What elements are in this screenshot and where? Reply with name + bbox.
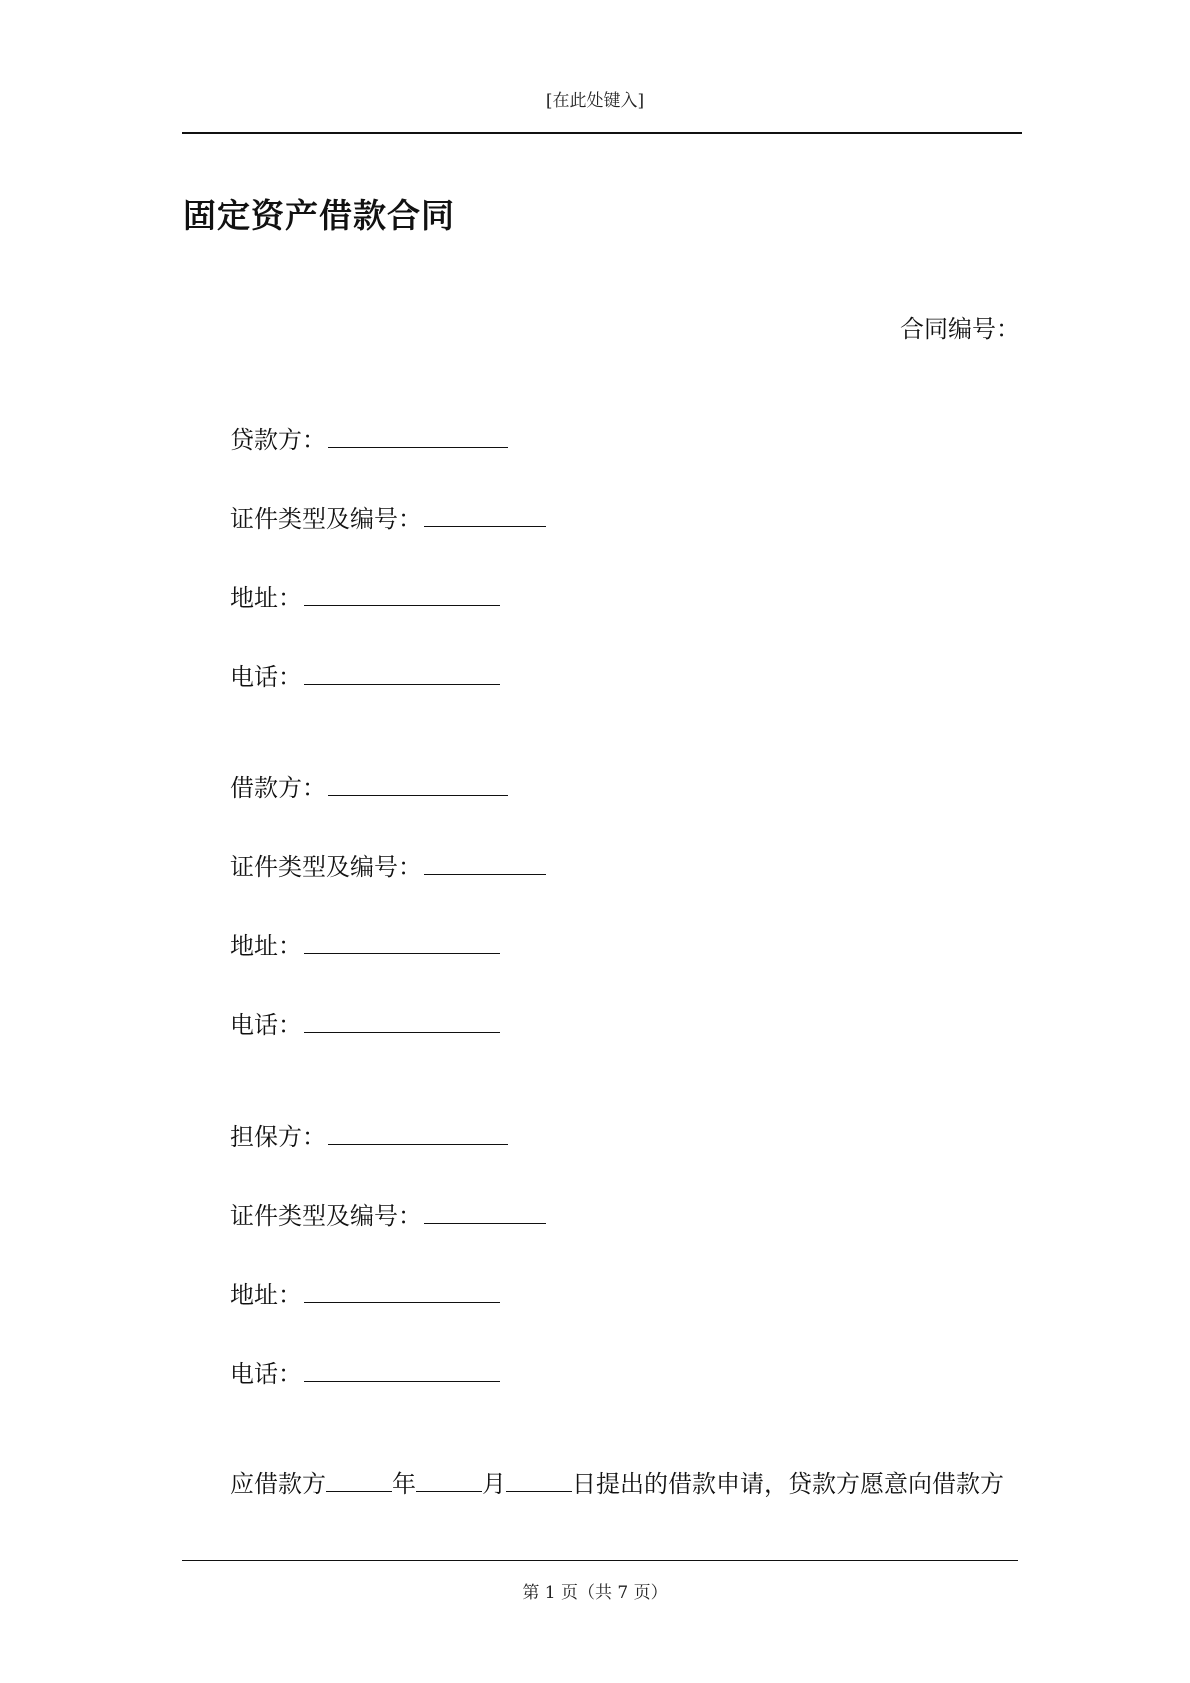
lender-id-blank[interactable] bbox=[424, 525, 546, 527]
guarantor-phone-blank[interactable] bbox=[304, 1380, 500, 1382]
borrower-address-field bbox=[230, 926, 500, 961]
year-blank[interactable] bbox=[326, 1490, 392, 1492]
borrower-address-blank[interactable] bbox=[304, 952, 500, 954]
page-header: [在此处键入] bbox=[545, 91, 645, 111]
guarantor-address-label: 地址： bbox=[230, 1281, 302, 1309]
lender-address-label: 地址： bbox=[230, 584, 302, 612]
document-title: 固定资产借款合同 bbox=[183, 196, 455, 235]
borrower-field bbox=[230, 768, 508, 803]
contract-number-label: 合同编号： bbox=[900, 315, 1020, 343]
day-blank[interactable] bbox=[506, 1490, 572, 1492]
lender-address-field bbox=[230, 578, 500, 613]
guarantor-blank[interactable] bbox=[328, 1143, 508, 1145]
month-blank[interactable] bbox=[416, 1490, 482, 1492]
borrower-blank[interactable] bbox=[328, 794, 508, 796]
guarantor-id-label: 证件类型及编号： bbox=[230, 1202, 422, 1230]
lender-phone-blank[interactable] bbox=[304, 683, 500, 685]
lender-phone-field bbox=[230, 657, 500, 692]
lender-id-label: 证件类型及编号： bbox=[230, 505, 422, 533]
paragraph-month: 月 bbox=[482, 1470, 506, 1498]
borrower-id-label: 证件类型及编号： bbox=[230, 853, 422, 881]
guarantor-field bbox=[230, 1117, 508, 1152]
guarantor-id-blank[interactable] bbox=[424, 1222, 546, 1224]
guarantor-phone-label: 电话： bbox=[230, 1360, 302, 1388]
guarantor-address-field bbox=[230, 1275, 500, 1310]
lender-label: 贷款方： bbox=[230, 426, 326, 454]
lender-blank[interactable] bbox=[328, 446, 508, 448]
guarantor-address-blank[interactable] bbox=[304, 1301, 500, 1303]
borrower-phone-label: 电话： bbox=[230, 1011, 302, 1039]
lender-address-blank[interactable] bbox=[304, 604, 500, 606]
footer-divider bbox=[182, 1560, 1018, 1561]
lender-phone-label: 电话： bbox=[230, 663, 302, 691]
paragraph-text-2: 日提出的借款申请，贷款方愿意向借款方 bbox=[572, 1470, 1004, 1498]
paragraph-text-1: 应借款方 bbox=[230, 1470, 326, 1498]
borrower-address-label: 地址： bbox=[230, 932, 302, 960]
borrower-phone-blank[interactable] bbox=[304, 1031, 500, 1033]
page-footer: 第 1 页（共 7 页） bbox=[522, 1583, 668, 1603]
header-divider bbox=[182, 132, 1022, 134]
guarantor-label: 担保方： bbox=[230, 1123, 326, 1151]
paragraph-year: 年 bbox=[392, 1470, 416, 1498]
lender-field bbox=[230, 420, 508, 455]
borrower-phone-field bbox=[230, 1005, 500, 1040]
guarantor-id-field bbox=[230, 1196, 546, 1231]
intro-paragraph bbox=[230, 1464, 1004, 1499]
borrower-id-field bbox=[230, 847, 546, 882]
lender-id-field bbox=[230, 499, 546, 534]
borrower-label: 借款方： bbox=[230, 774, 326, 802]
borrower-id-blank[interactable] bbox=[424, 873, 546, 875]
guarantor-phone-field bbox=[230, 1354, 500, 1389]
